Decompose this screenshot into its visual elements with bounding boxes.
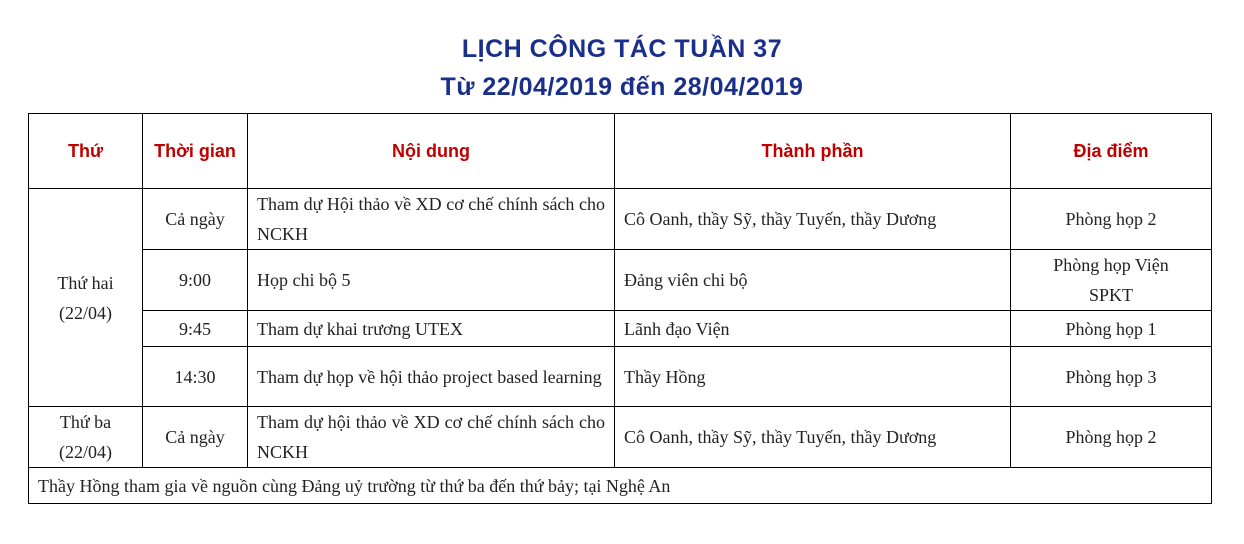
header-participants: Thành phần: [615, 114, 1011, 189]
header-day: Thứ: [29, 114, 143, 189]
content-cell: Tham dự khai trương UTEX: [248, 311, 615, 347]
day-name: Thứ hai: [57, 272, 114, 293]
participants-cell: Thầy Hồng: [615, 347, 1011, 407]
location-cell: Phòng họp 2: [1011, 407, 1212, 468]
day-cell-monday: [29, 189, 143, 407]
note-row: [29, 468, 1212, 504]
day-date: (22/04): [59, 442, 112, 462]
time-cell: 9:00: [143, 250, 248, 311]
table-row: [29, 311, 1212, 347]
location-cell: Phòng họp 1: [1011, 311, 1212, 347]
page-title: LỊCH CÔNG TÁC TUẦN 37: [461, 35, 783, 63]
title-block: [0, 30, 1244, 106]
header-time: Thời gian: [143, 114, 248, 189]
participants-cell: Lãnh đạo Viện: [615, 311, 1011, 347]
schedule-table: [28, 113, 1212, 504]
table-row: [29, 407, 1212, 468]
page-subtitle-date-range: Từ 22/04/2019 đến 28/04/2019: [440, 73, 804, 101]
header-content: Nội dung: [248, 114, 615, 189]
time-cell: 14:30: [143, 347, 248, 407]
time-cell: Cả ngày: [143, 407, 248, 468]
table-row: [29, 189, 1212, 250]
time-cell: 9:45: [143, 311, 248, 347]
content-cell: Tham dự hội thảo về XD cơ chế chính sách cho NCKH: [248, 407, 615, 468]
table-row: [29, 347, 1212, 407]
note-cell: Thầy Hồng tham gia về nguồn cùng Đảng uỷ trường từ thứ ba đến thứ bảy; tại Nghệ An: [29, 468, 1212, 504]
table-row: [29, 250, 1212, 311]
location-cell: Phòng họp 3: [1011, 347, 1212, 407]
location-cell: Phòng họp Viện SPKT: [1011, 250, 1212, 311]
participants-cell: Đảng viên chi bộ: [615, 250, 1011, 311]
participants-cell: Cô Oanh, thầy Sỹ, thầy Tuyến, thầy Dương: [615, 189, 1011, 250]
table-header-row: [29, 114, 1212, 189]
day-cell-tuesday: [29, 407, 143, 468]
header-location: Địa điểm: [1011, 114, 1212, 189]
participants-cell: Cô Oanh, thầy Sỹ, thầy Tuyến, thầy Dương: [615, 407, 1011, 468]
day-date: (22/04): [59, 302, 112, 323]
time-cell: Cả ngày: [143, 189, 248, 250]
content-cell: Tham dự họp về hội thảo project based learning: [248, 347, 615, 407]
content-cell: Họp chi bộ 5: [248, 250, 615, 311]
day-name: Thứ ba: [59, 412, 112, 432]
location-cell: Phòng họp 2: [1011, 189, 1212, 250]
content-cell: Tham dự Hội thảo về XD cơ chế chính sách cho NCKH: [248, 189, 615, 250]
